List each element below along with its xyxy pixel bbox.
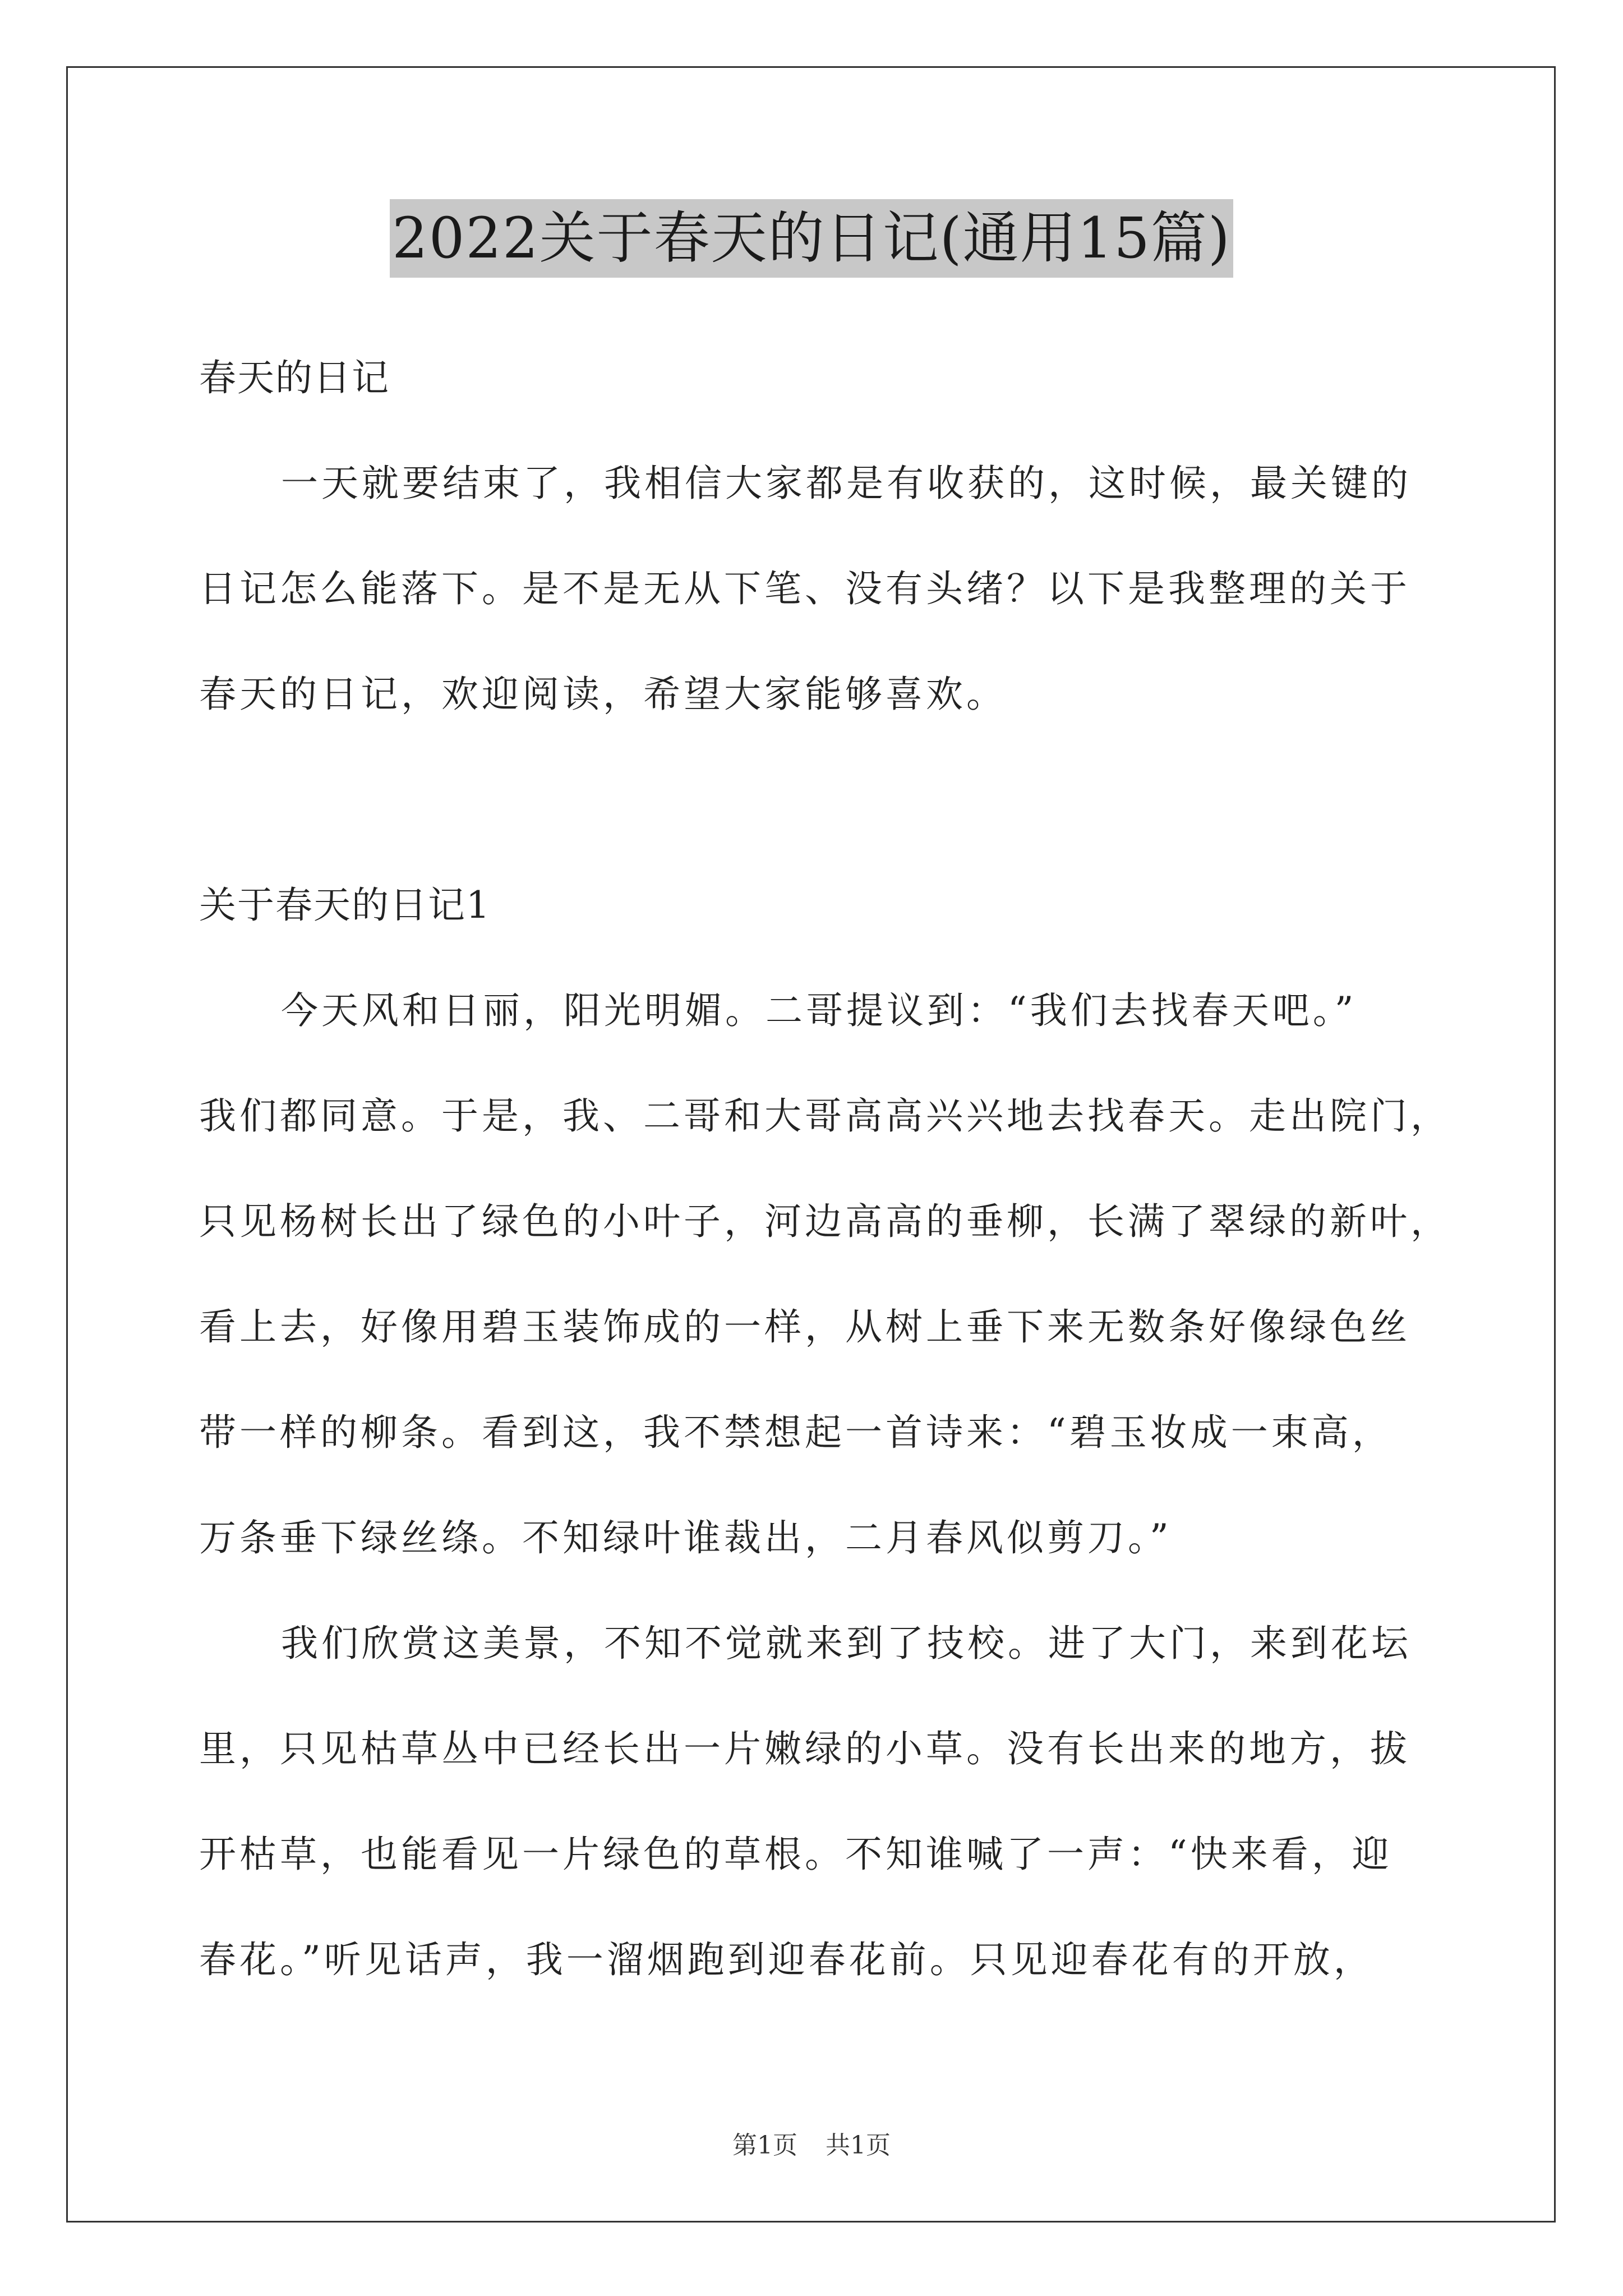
page-number-total: 共1页 — [826, 2131, 891, 2160]
paragraph-spacer — [199, 747, 1467, 853]
section-heading-diary-1: 关于春天的日记1 — [199, 884, 491, 927]
paragraph-line: 只见杨树长出了绿色的小叶子，河边高高的垂柳，长满了翠绿的新叶， — [199, 1200, 1451, 1243]
paragraph-line: 一天就要结束了，我相信大家都是有收获的，这时候，最关键的 — [281, 462, 1412, 505]
paragraph-line: 今天风和日丽，阳光明媚。二哥提议到：“我们去找春天吧。” — [281, 989, 1357, 1032]
paragraph-line: 带一样的柳条。看到这，我不禁想起一首诗来：“碧玉妆成一束高， — [199, 1411, 1393, 1454]
page-number-current: 第1页 — [732, 2131, 797, 2160]
paragraph-line: 里，只见枯草丛中已经长出一片嫩绿的小草。没有长出来的地方，拔 — [199, 1727, 1410, 1770]
paragraph-line: 日记怎么能落下。是不是无从下笔、没有头绪？以下是我整理的关于 — [199, 567, 1410, 610]
section-heading-intro: 春天的日记 — [199, 356, 390, 399]
document-title: 2022关于春天的日记(通用15篇) — [390, 199, 1233, 278]
document-body — [199, 325, 1467, 2013]
paragraph-line: 开枯草，也能看见一片绿色的草根。不知谁喊了一声：“快来看，迎 — [199, 1833, 1393, 1876]
paragraph-line: 我们都同意。于是，我、二哥和大哥高高兴兴地去找春天。走出院门， — [199, 1094, 1451, 1138]
paragraph-line: 春花。”听见话声，我一溜烟跑到迎春花前。只见迎春花有的开放， — [199, 1938, 1374, 1981]
title-container — [0, 199, 1623, 278]
paragraph-line: 看上去，好像用碧玉装饰成的一样，从树上垂下来无数条好像绿色丝 — [199, 1305, 1410, 1349]
page-footer — [0, 2129, 1623, 2162]
paragraph-line: 万条垂下绿丝绦。不知绿叶谁裁出，二月春风似剪刀。” — [199, 1516, 1172, 1559]
paragraph-line: 春天的日记，欢迎阅读，希望大家能够喜欢。 — [199, 673, 1007, 716]
paragraph-line: 我们欣赏这美景，不知不觉就来到了技校。进了大门，来到花坛 — [281, 1622, 1412, 1665]
